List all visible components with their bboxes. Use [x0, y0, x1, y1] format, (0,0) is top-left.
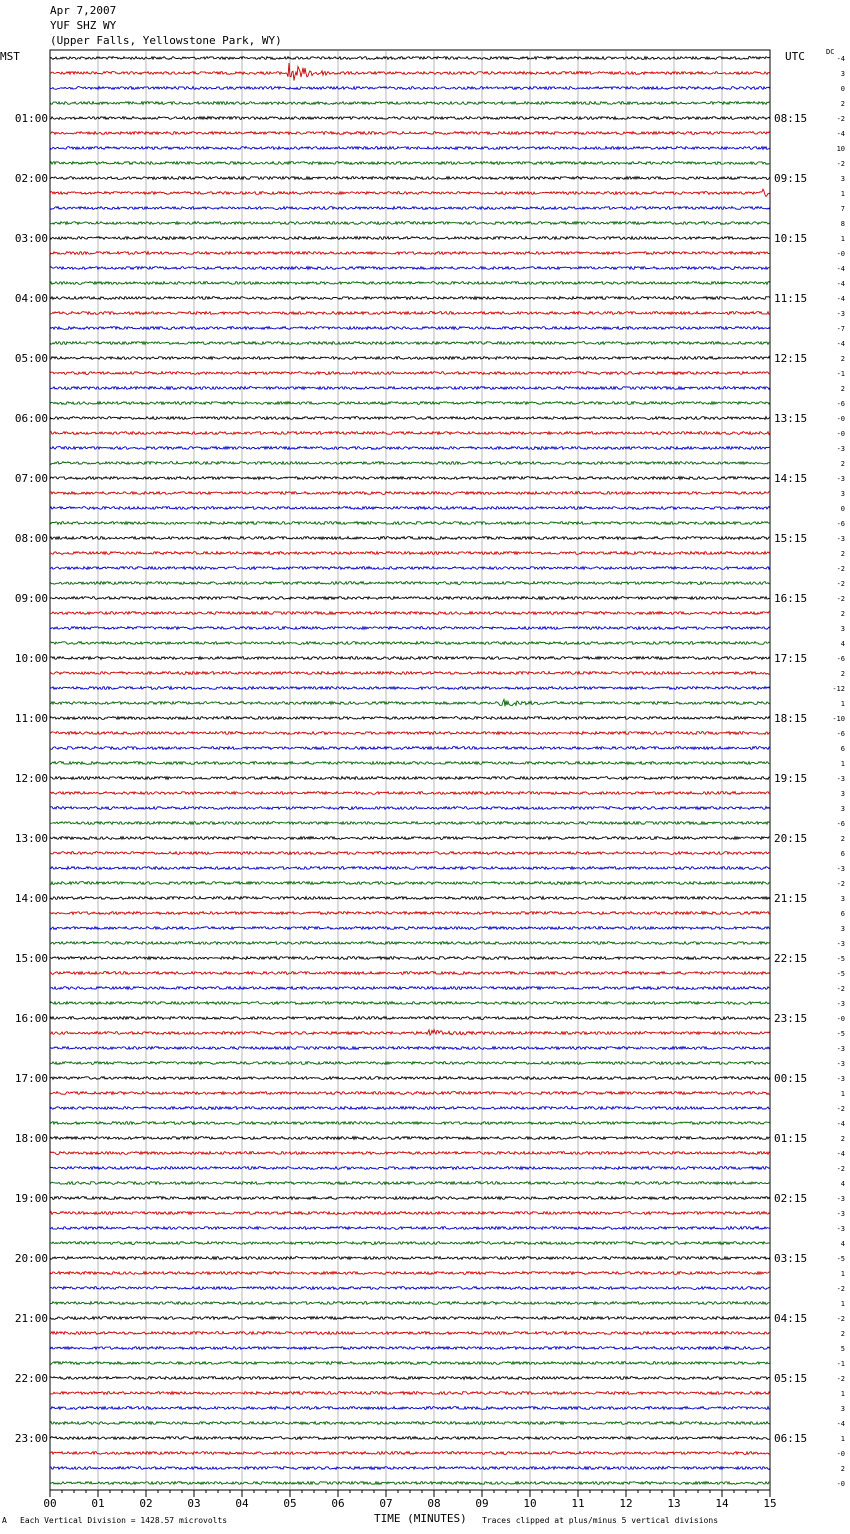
left-hour-label: 09:00: [14, 592, 48, 605]
trace-row: [50, 1407, 770, 1410]
right-hour-label: 12:15: [774, 352, 808, 365]
trace-row: [50, 897, 770, 900]
trace-row: [50, 1197, 770, 1200]
right-hour-label: 23:15: [774, 1012, 808, 1025]
trace-row: [50, 1227, 770, 1230]
trace-row: [50, 147, 770, 150]
trace-row: [50, 462, 770, 465]
dc-offset-value: -0: [836, 1480, 845, 1488]
dc-offset-value: -2: [836, 580, 845, 588]
dc-offset-value: 3: [840, 790, 845, 798]
right-hour-label: 15:15: [774, 532, 808, 545]
dc-offset-value: 3: [840, 925, 845, 933]
trace-row: [50, 297, 770, 300]
trace-row: [50, 1107, 770, 1110]
dc-offset-value: 1: [840, 1300, 845, 1308]
dc-offset-value: 2: [840, 385, 845, 393]
trace-row: [50, 627, 770, 630]
dc-offset-value: -5: [836, 955, 845, 963]
left-hour-label: 04:00: [14, 292, 48, 305]
right-hour-label: 17:15: [774, 652, 808, 665]
trace-row: [50, 447, 770, 450]
dc-offset-value: 1: [840, 235, 845, 243]
dc-offset-value: -2: [836, 1165, 845, 1173]
left-hour-label: 14:00: [14, 892, 48, 905]
right-hour-label: 09:15: [774, 172, 808, 185]
trace-row: [50, 372, 770, 375]
dc-offset-value: 4: [840, 1240, 845, 1248]
dc-offset-value: -3: [836, 940, 845, 948]
dc-offset-value: 1: [840, 700, 845, 708]
left-hour-label: 19:00: [14, 1192, 48, 1205]
dc-offset-value: 3: [840, 625, 845, 633]
trace-row: [50, 687, 770, 690]
left-hour-label: 03:00: [14, 232, 48, 245]
dc-offset-value: 0: [840, 85, 845, 93]
trace-row: [50, 942, 770, 945]
trace-row: [50, 1077, 770, 1080]
trace-row: [50, 927, 770, 930]
trace-row: [50, 699, 770, 706]
trace-row: [50, 867, 770, 870]
trace-row: [50, 777, 770, 780]
x-tick-label: 10: [523, 1497, 537, 1510]
dc-offset-value: -6: [836, 820, 845, 828]
dc-offset-value: -7: [836, 325, 845, 333]
dc-offset-value: -2: [836, 985, 845, 993]
trace-row: [50, 1482, 770, 1485]
right-hour-label: 00:15: [774, 1072, 808, 1085]
scale-note: Each Vertical Division = 1428.57 microvolts: [20, 1516, 228, 1525]
station-code: YUF SHZ WY: [50, 19, 117, 32]
dc-offset-value: -4: [836, 340, 845, 348]
left-hour-label: 10:00: [14, 652, 48, 665]
right-hour-label: 13:15: [774, 412, 808, 425]
trace-row: [50, 267, 770, 270]
trace-row: [50, 507, 770, 510]
trace-row: [50, 63, 770, 81]
left-hour-label: 15:00: [14, 952, 48, 965]
dc-offset-value: 2: [840, 550, 845, 558]
trace-row: [50, 882, 770, 885]
trace-row: [50, 1362, 770, 1365]
dc-offset-value: -1: [836, 370, 845, 378]
x-tick-label: 15: [763, 1497, 777, 1510]
trace-row: [50, 642, 770, 645]
trace-row: [50, 597, 770, 600]
trace-row: [50, 189, 770, 196]
dc-offset-value: 1: [840, 190, 845, 198]
dc-offset-value: -6: [836, 400, 845, 408]
left-hour-label: 01:00: [14, 112, 48, 125]
trace-row: [50, 1212, 770, 1215]
dc-offset-value: 7: [840, 205, 845, 213]
left-hour-label: 22:00: [14, 1372, 48, 1385]
dc-offset-value: 4: [840, 1180, 845, 1188]
trace-row: [50, 162, 770, 165]
trace-row: [50, 522, 770, 525]
trace-row: [50, 1167, 770, 1170]
trace-row: [50, 432, 770, 435]
trace-row: [50, 282, 770, 285]
dc-offset-value: -4: [836, 1150, 845, 1158]
x-tick-label: 02: [139, 1497, 153, 1510]
trace-row: [50, 1287, 770, 1290]
trace-row: [50, 87, 770, 90]
dc-offset-value: -3: [836, 865, 845, 873]
right-hour-label: 02:15: [774, 1192, 808, 1205]
dc-offset-value: -12: [832, 685, 845, 693]
dc-offset-value: 10: [836, 145, 845, 153]
trace-row: [50, 672, 770, 675]
right-timezone-label: UTC: [785, 50, 805, 63]
trace-row: [50, 237, 770, 240]
trace-row: [50, 1332, 770, 1335]
right-hour-label: 14:15: [774, 472, 808, 485]
trace-row: [50, 177, 770, 180]
dc-offset-value: 2: [840, 1465, 845, 1473]
right-hour-label: 21:15: [774, 892, 808, 905]
dc-offset-header: DC: [826, 48, 835, 56]
dc-offset-value: 4: [840, 640, 845, 648]
dc-offset-value: -4: [836, 295, 845, 303]
dc-offset-value: 3: [840, 175, 845, 183]
trace-row: [50, 582, 770, 585]
right-hour-label: 16:15: [774, 592, 808, 605]
dc-offset-value: -4: [836, 55, 845, 63]
dc-offset-value: -3: [836, 1000, 845, 1008]
station-location: (Upper Falls, Yellowstone Park, WY): [50, 34, 282, 47]
trace-row: [50, 252, 770, 255]
chart-date: Apr 7,2007: [50, 4, 117, 17]
dc-offset-value: 2: [840, 355, 845, 363]
dc-offset-value: 2: [840, 1135, 845, 1143]
trace-row: [50, 612, 770, 615]
dc-offset-value: 5: [840, 1345, 845, 1353]
trace-row: [50, 1347, 770, 1350]
dc-offset-value: 3: [840, 805, 845, 813]
left-hour-label: 02:00: [14, 172, 48, 185]
dc-offset-value: 3: [840, 490, 845, 498]
dc-offset-value: 2: [840, 460, 845, 468]
left-hour-label: 06:00: [14, 412, 48, 425]
trace-row: [50, 207, 770, 210]
trace-row: [50, 1122, 770, 1125]
dc-offset-value: 6: [840, 910, 845, 918]
dc-offset-value: -4: [836, 265, 845, 273]
trace-row: [50, 732, 770, 735]
dc-offset-value: -2: [836, 160, 845, 168]
dc-offset-value: -6: [836, 655, 845, 663]
dc-offset-value: -2: [836, 565, 845, 573]
trace-row: [50, 342, 770, 345]
trace-row: [50, 567, 770, 570]
trace-row: [50, 1002, 770, 1005]
x-tick-label: 00: [43, 1497, 57, 1510]
trace-row: [50, 837, 770, 840]
left-hour-label: 08:00: [14, 532, 48, 545]
dc-offset-value: -2: [836, 1285, 845, 1293]
right-hour-label: 18:15: [774, 712, 808, 725]
trace-row: [50, 972, 770, 975]
trace-row: [50, 987, 770, 990]
trace-row: [50, 102, 770, 105]
dc-offset-value: -3: [836, 445, 845, 453]
dc-offset-value: 2: [840, 610, 845, 618]
trace-row: [50, 747, 770, 750]
trace-row: [50, 477, 770, 480]
left-hour-label: 20:00: [14, 1252, 48, 1265]
right-hour-label: 03:15: [774, 1252, 808, 1265]
x-tick-label: 08: [427, 1497, 441, 1510]
dc-offset-value: 6: [840, 850, 845, 858]
dc-offset-value: -3: [836, 1210, 845, 1218]
x-tick-label: 11: [571, 1497, 585, 1510]
left-hour-label: 16:00: [14, 1012, 48, 1025]
trace-row: [50, 1422, 770, 1425]
trace-row: [50, 807, 770, 810]
trace-row: [50, 492, 770, 495]
trace-row: [50, 657, 770, 660]
trace-row: [50, 357, 770, 360]
dc-offset-value: -2: [836, 880, 845, 888]
trace-row: [50, 717, 770, 720]
right-hour-label: 20:15: [774, 832, 808, 845]
trace-row: [50, 327, 770, 330]
dc-offset-value: -6: [836, 730, 845, 738]
trace-row: [50, 1152, 770, 1155]
trace-row: [50, 1452, 770, 1455]
right-hour-label: 11:15: [774, 292, 808, 305]
trace-row: [50, 957, 770, 960]
dc-offset-value: -2: [836, 1105, 845, 1113]
right-hour-label: 05:15: [774, 1372, 808, 1385]
x-tick-label: 01: [91, 1497, 105, 1510]
trace-row: [50, 1377, 770, 1380]
dc-offset-value: -2: [836, 595, 845, 603]
dc-offset-value: -0: [836, 1450, 845, 1458]
dc-offset-value: 0: [840, 505, 845, 513]
trace-row: [50, 1272, 770, 1275]
dc-offset-value: -4: [836, 1420, 845, 1428]
dc-offset-value: -6: [836, 520, 845, 528]
trace-row: [50, 792, 770, 795]
trace-row: [50, 537, 770, 540]
dc-offset-value: -4: [836, 130, 845, 138]
trace-row: [50, 117, 770, 120]
dc-offset-value: -5: [836, 1030, 845, 1038]
left-hour-label: 17:00: [14, 1072, 48, 1085]
trace-row: [50, 132, 770, 135]
trace-row: [50, 1062, 770, 1065]
dc-offset-value: 1: [840, 1435, 845, 1443]
trace-row: [50, 57, 770, 60]
x-tick-label: 04: [235, 1497, 249, 1510]
dc-offset-value: -2: [836, 1315, 845, 1323]
dc-offset-value: -4: [836, 1120, 845, 1128]
trace-row: [50, 1257, 770, 1260]
dc-offset-value: -1: [836, 1360, 845, 1368]
trace-row: [50, 852, 770, 855]
x-tick-label: 12: [619, 1497, 633, 1510]
right-hour-label: 22:15: [774, 952, 808, 965]
dc-offset-value: -3: [836, 535, 845, 543]
trace-row: [50, 762, 770, 765]
trace-row: [50, 1092, 770, 1095]
dc-offset-value: -0: [836, 250, 845, 258]
x-tick-label: 06: [331, 1497, 345, 1510]
left-hour-label: 11:00: [14, 712, 48, 725]
dc-offset-value: -3: [836, 1060, 845, 1068]
dc-offset-value: -0: [836, 415, 845, 423]
dc-offset-value: 6: [840, 745, 845, 753]
trace-row: [50, 1137, 770, 1140]
trace-row: [50, 1030, 770, 1036]
trace-row: [50, 1182, 770, 1185]
dc-offset-value: 2: [840, 1330, 845, 1338]
left-hour-label: 23:00: [14, 1432, 48, 1445]
x-axis-ticks: [43, 1490, 776, 1510]
dc-offset-value: -4: [836, 280, 845, 288]
dc-offset-value: 3: [840, 70, 845, 78]
dc-offset-value: -2: [836, 115, 845, 123]
trace-row: [50, 1242, 770, 1245]
trace-row: [50, 402, 770, 405]
dc-offset-value: -0: [836, 430, 845, 438]
right-hour-label: 01:15: [774, 1132, 808, 1145]
left-hour-label: 13:00: [14, 832, 48, 845]
right-hour-label: 04:15: [774, 1312, 808, 1325]
trace-row: [50, 1467, 770, 1470]
dc-offset-value: -3: [836, 775, 845, 783]
dc-offset-value: 3: [840, 1405, 845, 1413]
trace-row: [50, 1302, 770, 1305]
left-hour-label: 12:00: [14, 772, 48, 785]
left-hour-label: 21:00: [14, 1312, 48, 1325]
left-hour-label: 18:00: [14, 1132, 48, 1145]
x-tick-label: 13: [667, 1497, 681, 1510]
right-hour-label: 06:15: [774, 1432, 808, 1445]
dc-offset-value: -2: [836, 1375, 845, 1383]
x-tick-label: 07: [379, 1497, 393, 1510]
dc-offset-value: 3: [840, 895, 845, 903]
trace-row: [50, 417, 770, 420]
trace-row: [50, 1392, 770, 1395]
dc-offset-value: 2: [840, 100, 845, 108]
trace-row: [50, 912, 770, 915]
dc-offset-value: 1: [840, 760, 845, 768]
x-tick-label: 14: [715, 1497, 729, 1510]
right-hour-label: 19:15: [774, 772, 808, 785]
dc-offset-value: -5: [836, 1255, 845, 1263]
x-tick-label: 05: [283, 1497, 297, 1510]
dc-offset-value: -3: [836, 475, 845, 483]
trace-row: [50, 222, 770, 225]
left-hour-label: 07:00: [14, 472, 48, 485]
left-hour-label: 05:00: [14, 352, 48, 365]
left-timezone-label: MST: [0, 50, 20, 63]
dc-offset-value: -3: [836, 1045, 845, 1053]
dc-offset-value: -5: [836, 970, 845, 978]
right-hour-label: 08:15: [774, 112, 808, 125]
dc-offset-value: 2: [840, 835, 845, 843]
corner-mark: A: [2, 1516, 7, 1525]
clip-note: Traces clipped at plus/minus 5 vertical divisions: [482, 1516, 719, 1525]
dc-offset-value: 8: [840, 220, 845, 228]
x-axis-label: TIME (MINUTES): [374, 1512, 467, 1525]
dc-offset-value: 1: [840, 1390, 845, 1398]
dc-offset-value: -3: [836, 310, 845, 318]
x-tick-label: 03: [187, 1497, 201, 1510]
trace-rows: [50, 57, 770, 1485]
dc-offset-value: -3: [836, 1195, 845, 1203]
dc-offset-value: -3: [836, 1075, 845, 1083]
trace-row: [50, 822, 770, 825]
dc-offset-value: 1: [840, 1270, 845, 1278]
dc-offset-value: -0: [836, 1015, 845, 1023]
dc-offset-value: 1: [840, 1090, 845, 1098]
right-hour-label: 10:15: [774, 232, 808, 245]
dc-offset-value: -10: [832, 715, 845, 723]
dc-offset-value: -3: [836, 1225, 845, 1233]
trace-row: [50, 552, 770, 555]
trace-row: [50, 312, 770, 315]
trace-row: [50, 1317, 770, 1320]
x-tick-label: 09: [475, 1497, 489, 1510]
trace-row: [50, 387, 770, 390]
trace-row: [50, 1047, 770, 1050]
trace-row: [50, 1017, 770, 1020]
dc-offset-value: 2: [840, 670, 845, 678]
trace-row: [50, 1437, 770, 1440]
